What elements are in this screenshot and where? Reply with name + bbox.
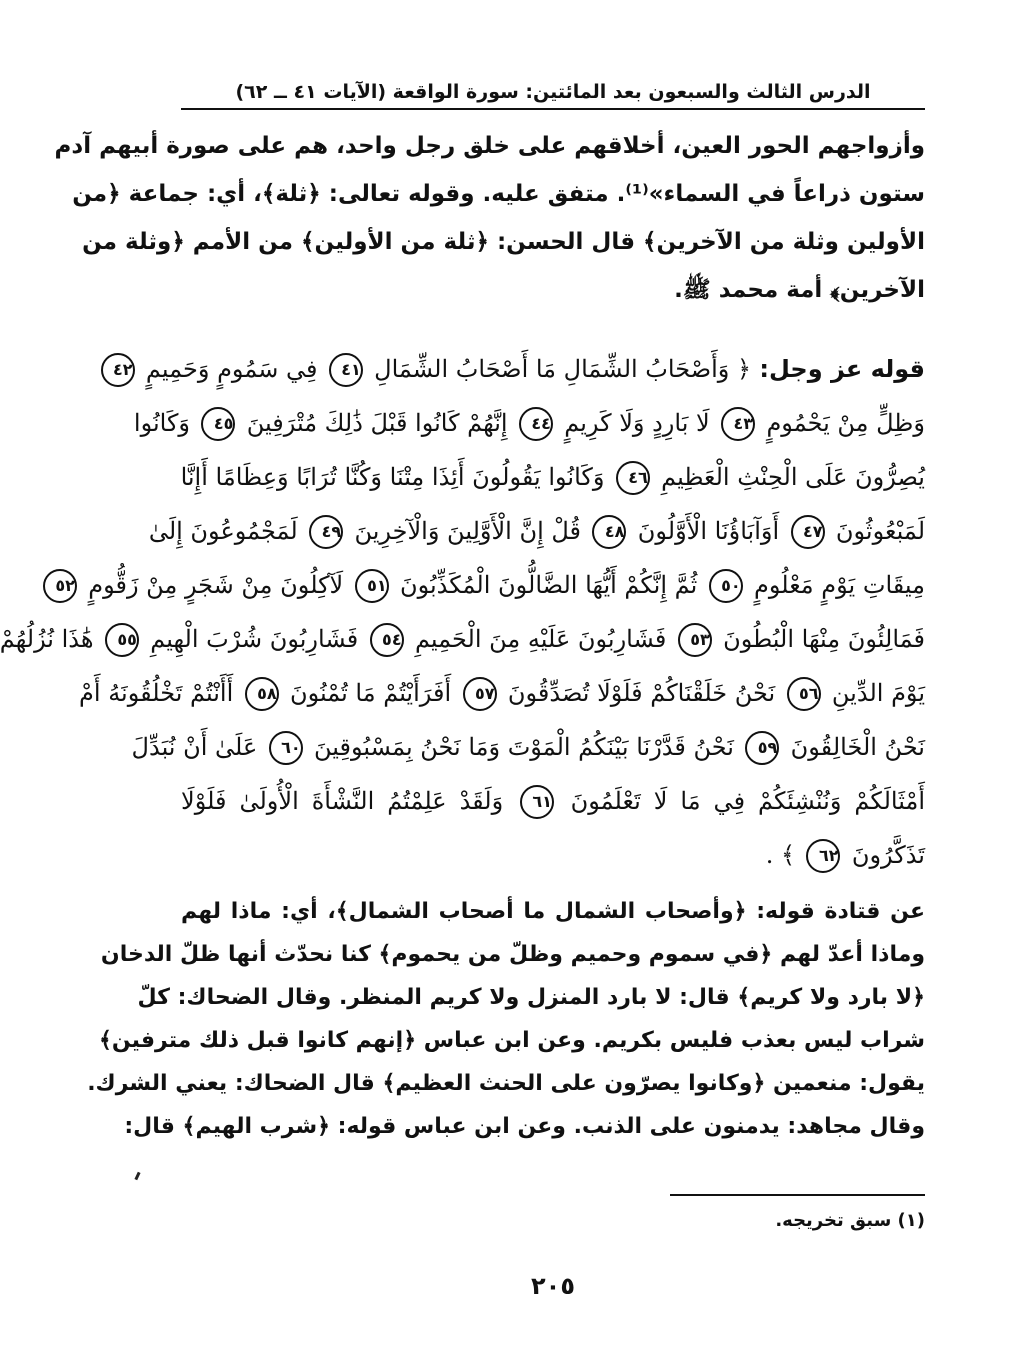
- ayah-number: ٥٥: [105, 623, 139, 657]
- text-line: ستون ذراعاً في السماء»⁽¹⁾. متفق عليه. وقوله تعالى: ﴿ثلة﴾، أي: جماعة ﴿من: [72, 181, 925, 207]
- ayah-number: ٤٩: [309, 515, 343, 549]
- quran-text: لَمَجْمُوعُونَ إِلَىٰ: [148, 517, 298, 545]
- text-line: يقول: منعمين ﴿وكانوا يصرّون على الحنث العظيم﴾ قال الضحاك: يعني الشرك.: [87, 1071, 925, 1096]
- quran-line: [181, 774, 925, 828]
- ink-speck: [134, 1172, 140, 1181]
- quran-text: فَشَارِبُونَ عَلَيْهِ مِنَ الْحَمِيمِ: [414, 625, 667, 653]
- quran-text: أَأَنْتُمْ تَخْلُقُونَهُ أَمْ: [79, 679, 234, 707]
- ayah-number: ٦٢: [806, 839, 840, 873]
- footnote-rule: [670, 1194, 925, 1196]
- quran-text: يَوْمَ الدِّينِ: [831, 679, 925, 707]
- quran-line: [55, 558, 925, 612]
- paragraph-hadith: [54, 122, 925, 314]
- quran-text: أَوَآبَاؤُنَا الْأَوَّلُونَ: [637, 517, 780, 545]
- text-line: الآخرين﴾ أمة محمد ﷺ.: [674, 277, 925, 303]
- running-header: الدرس الثالث والسبعون بعد المائتين: سورة الواقعة (الآيات ٤١ ــ ٦٢): [235, 81, 871, 103]
- ayah-number: ٥١: [355, 569, 389, 603]
- quran-text: فَمَالِئُونَ مِنْهَا الْبُطُونَ: [723, 625, 925, 653]
- quran-text: نَحْنُ الْخَالِقُونَ: [790, 733, 925, 761]
- quran-text: إِنَّهُمْ كَانُوا قَبْلَ ذَٰلِكَ مُتْرَفِينَ: [246, 409, 508, 437]
- ayah-number: ٥٧: [463, 677, 497, 711]
- quran-text: وَلَقَدْ عَلِمْتُمُ النَّشْأَةَ الْأُولَىٰ فَلَوْلَا: [181, 787, 504, 815]
- quran-text: مِيقَاتِ يَوْمٍ مَعْلُومٍ: [754, 571, 925, 599]
- text-line: الأولين وثلة من الآخرين﴾ قال الحسن: ﴿ثلة من الأولين﴾ من الأمم ﴿وثلة من: [82, 229, 925, 255]
- header-rule: [181, 108, 925, 110]
- text-line: ﴿لا بارد ولا كريم﴾ قال: لا بارد المنزل ولا كريم المنظر. وقال الضحاك: كلّ: [137, 985, 925, 1010]
- quran-text: وَكَانُوا: [133, 409, 190, 437]
- quran-text: ﴿ وَأَصْحَابُ الشِّمَالِ مَا أَصْحَابُ الشِّمَالِ: [374, 355, 752, 383]
- ayah-number: ٥٩: [745, 731, 779, 765]
- quran-passage: [0, 342, 926, 882]
- ayah-number: ٤٥: [201, 407, 235, 441]
- ayah-number: ٦٠: [269, 731, 303, 765]
- ayah-number: ٤٨: [592, 515, 626, 549]
- ayah-number: ٥٨: [245, 677, 279, 711]
- quran-text: أَفَرَأَيْتُمْ مَا تُمْنُونَ: [289, 679, 452, 707]
- quran-text: فَشَارِبُونَ شُرْبَ الْهِيمِ: [150, 625, 359, 653]
- quran-text: عَلَىٰ أَنْ نُبَدِّلَ: [131, 733, 258, 761]
- quran-text: يُصِرُّونَ عَلَى الْحِنْثِ الْعَظِيمِ: [661, 463, 925, 491]
- quran-text: وَظِلٍّ مِنْ يَحْمُومٍ: [766, 409, 925, 437]
- quran-text: تَذَكَّرُونَ: [851, 841, 925, 869]
- ayah-number: ٤١: [329, 353, 363, 387]
- ayah-number: ٥٠: [709, 569, 743, 603]
- text-line: شراب ليس بعذب فليس بكريم. وعن ابن عباس ﴿إنهم كانوا قبل ذلك مترفين﴾: [98, 1028, 925, 1053]
- quran-line: [181, 828, 925, 882]
- text-line: وقال مجاهد: يدمنون على الذنب. وعن ابن عباس قوله: ﴿شرب الهيم﴾ قال:: [124, 1114, 925, 1139]
- ayah-number: ٤٤: [519, 407, 553, 441]
- quran-text: نَحْنُ خَلَقْنَاكُمْ فَلَوْلَا تُصَدِّقُونَ: [507, 679, 776, 707]
- quran-line: [0, 612, 925, 666]
- text-line: وأزواجهم الحور العين، أخلاقهم على خلق رجل واحد، هم على صورة أبيهم آدم: [54, 133, 925, 159]
- ayah-number: ٦١: [520, 785, 554, 819]
- quran-line: [113, 342, 925, 396]
- paragraph-commentary: [87, 890, 925, 1148]
- quran-text: فِي سَمُومٍ وَحَمِيمٍ: [145, 355, 318, 383]
- page-number: ٢٠٥: [531, 1272, 575, 1300]
- quran-text: نَحْنُ قَدَّرْنَا بَيْنَكُمُ الْمَوْتَ وَمَا نَحْنُ بِمَسْبُوقِينَ: [314, 733, 734, 761]
- ayah-number: ٤٦: [616, 461, 650, 495]
- ayah-number: ٤٣: [721, 407, 755, 441]
- quran-line: [181, 450, 925, 504]
- quran-line: [148, 504, 925, 558]
- ayah-number: ٥٦: [787, 677, 821, 711]
- quran-text: لَا بَارِدٍ وَلَا كَرِيمٍ: [564, 409, 710, 437]
- quran-text: هَٰذَا نُزُلُهُمْ: [0, 625, 94, 653]
- quran-text: قُلْ إِنَّ الْأَوَّلِينَ وَالْآخِرِينَ: [354, 517, 582, 545]
- quran-text: ﴾ .: [765, 841, 796, 869]
- quran-text: لَآكِلُونَ مِنْ شَجَرٍ مِنْ زَقُّومٍ: [88, 571, 344, 599]
- quran-lead: قوله عز وجل:: [759, 355, 925, 383]
- quran-line: [79, 666, 925, 720]
- quran-text: أَمْثَالَكُمْ وَنُنْشِئَكُمْ فِي مَا لَا تَعْلَمُونَ: [570, 787, 926, 815]
- ayah-number: ٥٣: [678, 623, 712, 657]
- ayah-number: ٥٢: [43, 569, 77, 603]
- quran-text: لَمَبْعُوثُونَ: [835, 517, 925, 545]
- ayah-number: ٤٧: [791, 515, 825, 549]
- quran-line: [133, 396, 925, 450]
- footnote: (١) سبق تخريجه.: [775, 1210, 925, 1231]
- text-line: عن قتادة قوله: ﴿وأصحاب الشمال ما أصحاب الشمال﴾، أي: ماذا لهم: [181, 899, 925, 924]
- quran-text: ثُمَّ إِنَّكُمْ أَيُّهَا الضَّالُّونَ الْمُكَذِّبُونَ: [399, 571, 698, 599]
- quran-text: وَكَانُوا يَقُولُونَ أَئِذَا مِتْنَا وَكُنَّا تُرَابًا وَعِظَامًا أَإِنَّا: [180, 463, 605, 491]
- ayah-number: ٥٤: [370, 623, 404, 657]
- ayah-number: ٤٢: [101, 353, 135, 387]
- quran-line: [131, 720, 925, 774]
- text-line: وماذا أعدّ لهم ﴿في سموم وحميم وظلّ من يحموم﴾ كنا نحدّث أنها ظلّ الدخان: [100, 942, 925, 967]
